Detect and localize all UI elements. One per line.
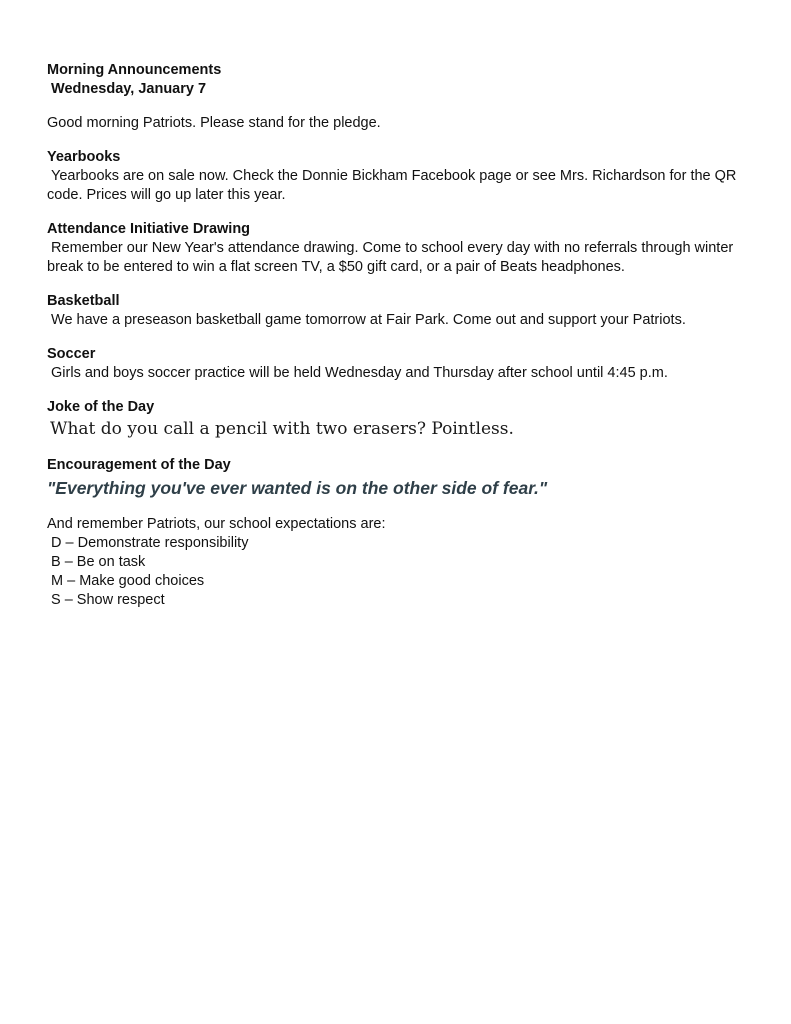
basketball-section <box>47 292 737 330</box>
document-date: Wednesday, January 7 <box>47 81 207 97</box>
greeting-text: Good morning Patriots. Please stand for the pledge. <box>47 115 381 131</box>
soccer-heading: Soccer <box>47 346 96 362</box>
announcement-document <box>47 61 741 610</box>
yearbooks-body: Yearbooks are on sale now. Check the Donnie Bickham Facebook page or see Mrs. Richardson for the QR code. Prices will go up later this year. <box>47 168 741 203</box>
expectation-item-m: M – Make good choices <box>51 573 205 589</box>
expectation-item-b: B – Be on task <box>51 554 146 570</box>
soccer-body: Girls and boys soccer practice will be held Wednesday and Thursday after school until 4:45 p.m. <box>47 365 668 381</box>
attendance-heading: Attendance Initiative Drawing <box>47 221 251 237</box>
yearbooks-section <box>47 148 741 205</box>
expectation-item-d: D – Demonstrate responsibility <box>51 535 249 551</box>
joke-section <box>47 398 737 441</box>
attendance-section <box>47 220 737 277</box>
expectation-item-s: S – Show respect <box>51 592 165 608</box>
encouragement-quote: "Everything you've ever wanted is on the other side of fear." <box>47 478 548 498</box>
expectations-intro: And remember Patriots, our school expectations are: <box>47 516 386 532</box>
joke-heading: Joke of the Day <box>47 399 155 415</box>
soccer-section <box>47 345 737 383</box>
basketball-body: We have a preseason basketball game tomorrow at Fair Park. Come out and support your Patriots. <box>47 312 686 328</box>
encouragement-section <box>47 456 737 500</box>
expectations-section <box>47 515 737 610</box>
document-title: Morning Announcements <box>47 62 222 78</box>
yearbooks-heading: Yearbooks <box>47 149 121 165</box>
basketball-heading: Basketball <box>47 293 120 309</box>
greeting-section <box>47 114 737 133</box>
attendance-body: Remember our New Year's attendance drawing. Come to school every day with no referrals through winter break to be entered to win a flat screen TV, a $50 gift card, or a pair of Beats headphones. <box>47 240 738 275</box>
joke-text: What do you call a pencil with two erasers? Pointless. <box>50 419 514 439</box>
encouragement-heading: Encouragement of the Day <box>47 457 231 473</box>
